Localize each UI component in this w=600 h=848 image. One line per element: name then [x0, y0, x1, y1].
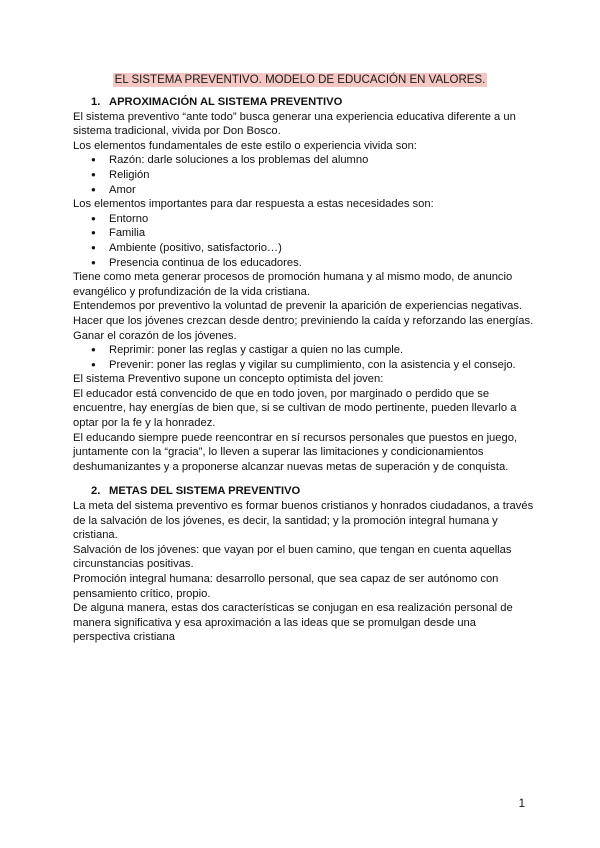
section-2-number: 2.	[91, 485, 101, 498]
title-container	[0, 70, 600, 88]
bullet-list-elements	[73, 212, 535, 270]
list-item: ● Entorno	[73, 212, 535, 227]
paragraph: Entendemos por preventivo la voluntad de prevenir la aparición de experiencias negativas. Hacer que los jóvenes crezcan desde dentro; previniendo la caída y reforzando las energías. Ganar el corazón de los jóvenes.	[73, 300, 534, 342]
section-2-heading	[73, 484, 535, 499]
list-item: ● Religión	[73, 168, 535, 183]
list-item: ● Amor	[73, 183, 535, 198]
bullet-list-fundamentals	[73, 153, 535, 197]
paragraph: Los elementos importantes para dar respuesta a estas necesidades son:	[73, 198, 434, 211]
paragraph: El educando siempre puede reencontrar en sí recursos personales que puestos en juego, juntamente con la “gracia”, lo lleven a superar las limitaciones y condicionamientos deshumanizantes y a proponerse alcanzar nuevas metas de superación y de conquista.	[73, 431, 518, 473]
document-title: EL SISTEMA PREVENTIVO. MODELO DE EDUCACIÓN EN VALORES.	[114, 74, 486, 86]
section-1-number: 1.	[91, 96, 101, 108]
paragraph: Salvación de los jóvenes: que vayan por el buen camino, que tengan en cuenta aquellas circunstancias positivas.	[73, 543, 512, 571]
list-item: ● Prevenir: poner las reglas y vigilar su cumplimiento, con la asistencia y el consejo.	[73, 358, 535, 373]
section-2-title: METAS DEL SISTEMA PREVENTIVO	[109, 485, 301, 498]
list-item: ● Familia	[73, 226, 535, 241]
list-item: ● Ambiente (positivo, satisfactorio…)	[73, 241, 535, 256]
list-item: ● Presencia continua de los educadores.	[73, 256, 535, 271]
paragraph: De alguna manera, estas dos características se conjugan en esa realización personal de manera significativa y esa aproximación a las ideas que se promulgan desde una perspectiva cristiana	[73, 602, 513, 644]
paragraph: Promoción integral humana: desarrollo personal, que sea capaz de ser autónomo con pensamiento crítico, propio.	[73, 573, 499, 600]
paragraph: El educador está convencido de que en todo joven, por marginado o perdido que se encuentre, hay energías de bien que, si se cultivan de modo pertinente, pueden llevarlo a optar por la fe y la honradez.	[73, 387, 517, 430]
paragraph: La meta del sistema preventivo es formar buenos cristianos y honrados ciudadanos, a través de la salvación de los jóvenes, es decir, la santidad; y la promoción integral humana y cristiana.	[73, 500, 534, 542]
paragraph: Tiene como meta generar procesos de promoción humana y al mismo modo, de anuncio evangélico y profundización de la vida cristiana.	[73, 271, 513, 298]
paragraph: El sistema preventivo “ante todo” busca generar una experiencia educativa diferente a un sistema tradicional, vivida por Don Bosco.	[73, 110, 516, 138]
paragraph: Los elementos fundamentales de este estilo o experiencia vivida son:	[73, 139, 417, 152]
section-spacer	[73, 474, 535, 484]
list-item: ● Razón: darle soluciones a los problemas del alumno	[73, 153, 535, 168]
page-number: 1	[518, 798, 525, 810]
bullet-list-methods	[73, 343, 535, 372]
section-1-heading	[73, 95, 535, 110]
section-1-title: APROXIMACIÓN AL SISTEMA PREVENTIVO	[109, 96, 343, 108]
document-body	[73, 95, 535, 645]
paragraph: El sistema Preventivo supone un concepto optimista del joven:	[73, 373, 384, 386]
list-item: ● Reprimir: poner las reglas y castigar a quien no las cumple.	[73, 343, 535, 358]
